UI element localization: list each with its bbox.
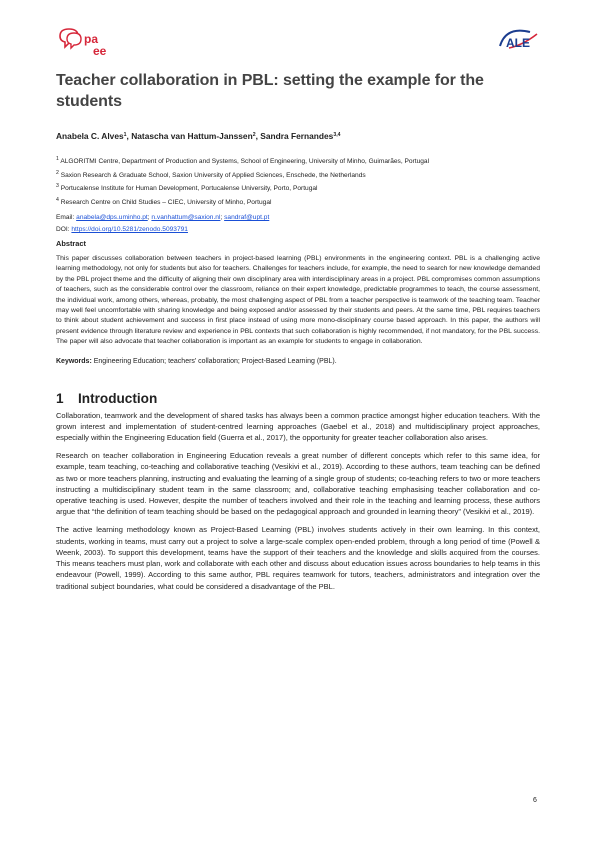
keywords-line [56,358,540,365]
author-2: Natascha van Hattum-Janssen [131,131,253,141]
email-link-2[interactable]: n.vanhattum@saxion.nl [151,214,221,221]
keywords-label: Keywords: [56,357,92,365]
author-2-sup: 2 [252,132,256,138]
doi-line: DOI: https://doi.org/10.5281/zenodo.5093791 [56,226,188,233]
svg-text:ee: ee [93,44,107,58]
affiliation: $^1$ ALGORITMI Centre, Department of Production and Systems, School of Engineering, University of Minho, Guimarães, Portugal [56,156,430,165]
email-link-1[interactable]: anabela@dps.uminho.pt [76,214,148,221]
paee-logo-text: pa [84,32,99,46]
section-title: Introduction [78,390,158,406]
section-number: 1 [56,390,64,406]
author-3-sup: 3,4 [333,132,341,138]
ale-logo [497,26,541,52]
paper-title: Teacher collaboration in PBL: setting the example for the students [56,72,484,110]
body-paragraph: The active learning methodology known as Project-Based Learning (PBL) involves students actively in their own learning. In this context, students, working in teams, must carry out a project to solve a large-scale complex open-ended problem, through a long period of time (Powell & Weenk, 2003). To support this development, teams have the support of their teachers and the knowledge and skills acquired from the courses. This means teachers must plan, work and collaborate with each other and discuss about education issues across boundaries to help teams in this endeavour (Powell, 1999). According to this same author, PBL requires teamwork for tutors, teachers, administrators and integration over the traditional subject boundaries, what could be considered a disadvantage of the PBL. [56,525,540,591]
section-heading [56,391,540,407]
svg-text:ALE: ALE [506,36,530,50]
author-3: Sandra Fernandes [260,131,334,141]
keywords-text: Engineering Education; teachers’ collaboration; Project-Based Learning (PBL). [91,357,337,365]
doi-link[interactable]: https://doi.org/10.5281/zenodo.5093791 [71,226,188,233]
body-paragraph: Research on teacher collaboration in Engineering Education reveals a great number of different concepts which refer to this same idea, for example, team teaching, co-teaching and collaborative teaching (Vesikivi et al., 2019). According to these authors, team teaching can be defined as two or more teachers planning, instructing and evaluating the learning of a single group of students; co-teaching refers to two or more teachers instructing a multidisciplinary student team in the same classroom; and, collaborative teaching emphasising teacher collaboration and co-operative teaching is used. However, despite the number of teachers involved and their role in the teaching and learning process, these authors argue that “the definition of team teaching should be based on the pedagogical approach and grounded in learning theory” (Vesikivi et al., 2019). [56,451,540,517]
affiliation: $^4$ Research Centre on Child Studies – CIEC, University of Minho, Portugal [56,196,272,206]
author-list: Anabela C. Alves$^1$, Natascha van Hattum-Janssen$^2$, Sandra Fernandes$^{3,4}$ [56,131,341,141]
page-number: 6 [533,797,537,804]
author-1: Anabela C. Alves [56,131,124,141]
email-link-3[interactable]: sandraf@upt.pt [224,214,270,221]
abstract-text: This paper discusses collaboration between teachers in project-based learning (PBL) environments in the engineering context. PBL is a challenging active learning methodology, not only for students but also for teachers. Challenges for teachers include, for example, the need to search for new knowledge demanded by the PBL project theme and the difficulty of aligning their own disciplinary area with interdisciplinary areas in a project. PBL compromises common assumptions of teachers, such as the considerable control over the classroom, reliance on their expert knowledge, predictable programmes to teach, the course assessment, the individual work, among others, whereas, probably, the most challenging aspect of PBL from a teacher perspective is teamwork of the teaching team. Teacher may well feel uncomfortable with sharing knowledge and being exposed and/or assessed by their students and peers. At the same time, PBL requires teachers to think about student achievement and success in first place instead of using more mono-disciplinary course based approach. In this paper, the authors will present evidence through literature review and experience in PBL contexts that such collaboration is highly recommended, if not mandatory, for the PBL success. The paper will also advocate that teacher collaboration is important as an example for students to engage in collaboration. [56,255,540,346]
abstract-heading: Abstract [56,239,86,248]
affiliation: $^3$ Portucalense Institute for Human Development, Portucalense University, Porto, Portugal [56,183,318,192]
paee-logo [56,26,116,58]
author-1-sup: 1 [123,132,127,138]
affiliations [56,154,540,208]
body-paragraph: Collaboration, teamwork and the development of shared tasks has always been a common practice amongst higher education teachers. With the grown interest and implementation of student-centred learning approaches (Gaebel et al., 2018) and multidisciplinary project approaches, especially within the Engineering Education field (Guerra et al., 2017), the opportunity for greater teacher collaboration also arises. [56,410,540,443]
paper-page [56,70,540,592]
email-line: Email: anabela@dps.uminho.pt; n.vanhattum@saxion.nl; sandraf@upt.pt [56,214,270,221]
affiliation: $^2$ Saxion Research & Graduate School, Saxion University of Applied Sciences, Enschede, the Netherlands [56,169,366,179]
